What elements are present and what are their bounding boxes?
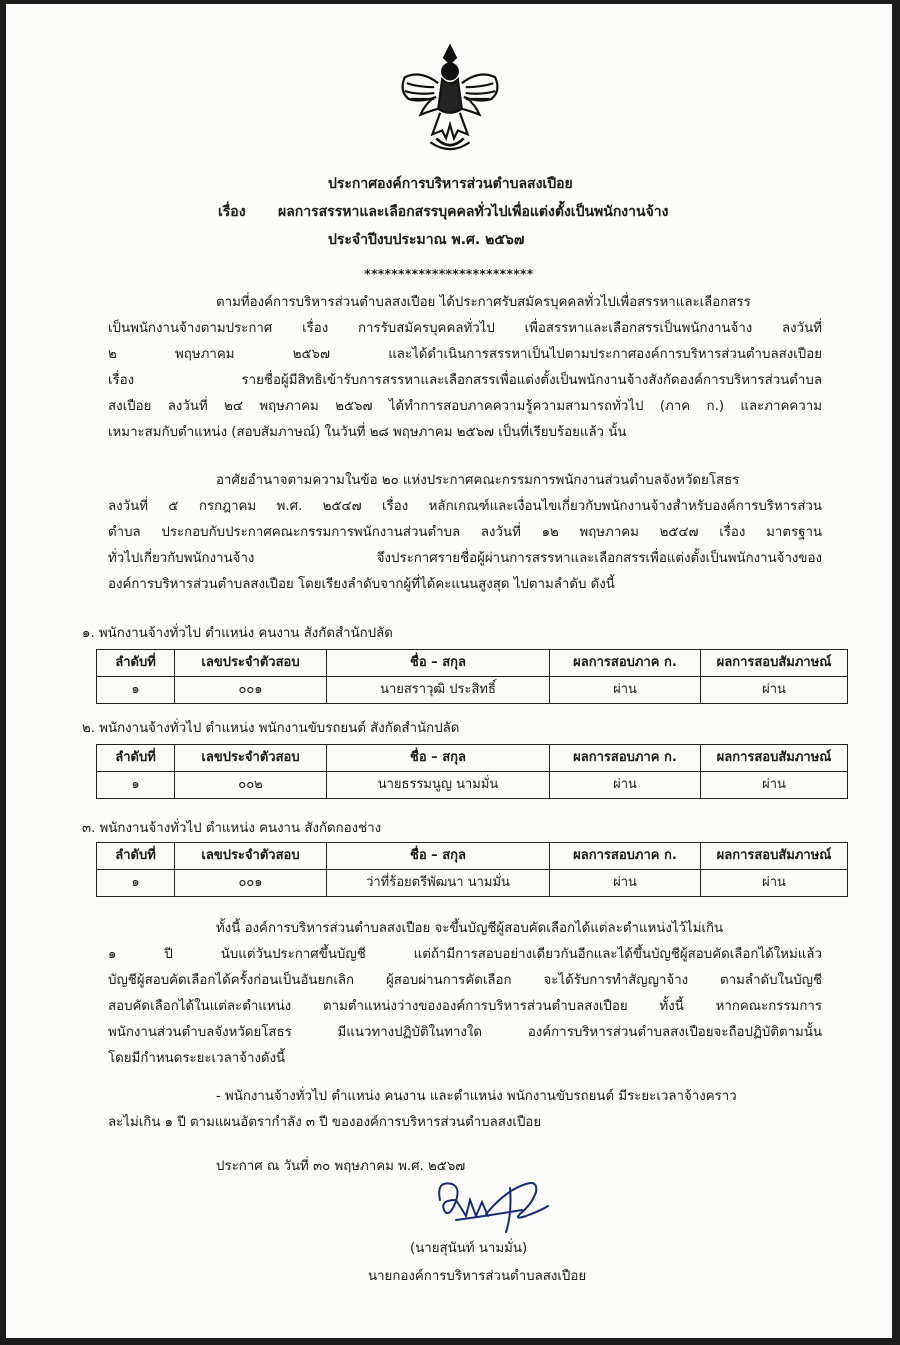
table-header-row bbox=[97, 745, 848, 772]
col-header-name: ชื่อ – สกุล bbox=[327, 650, 550, 677]
cell-name: นายธรรมนูญ นามมั่น bbox=[327, 771, 550, 798]
authority-line: ลงวันที่ ๕ กรกฎาคม พ.ศ. ๒๕๔๗ เรื่อง หลักเกณฑ์และเงื่อนไขเกี่ยวกับพนักงานจ้างสำหรับองค์การบริหารส่วน bbox=[108, 499, 822, 514]
cell-interview: ผ่าน bbox=[701, 676, 848, 703]
col-header-interview: ผลการสอบสัมภาษณ์ bbox=[701, 745, 848, 772]
closing-line: โดยมีกำหนดระยะเวลาจ้างดังนี้ bbox=[108, 1051, 286, 1066]
fiscal-year: ประจำปีงบประมาณ พ.ศ. ๒๕๖๗ bbox=[328, 232, 525, 248]
col-header-interview: ผลการสอบสัมภาษณ์ bbox=[701, 843, 848, 870]
closing-line: สอบคัดเลือกได้ในแต่ละตำแหน่ง ตามตำแหน่งว่างขององค์การบริหารส่วนตำบลสงเปือย ทั้งนี้ หากคณะกรรมการ bbox=[108, 999, 822, 1014]
cell-name: ว่าที่ร้อยตรีพัฒนา นามมั่น bbox=[327, 869, 550, 896]
section-heading: ๑. พนักงานจ้างทั่วไป ตำแหน่ง คนงาน สังกัดสำนักปลัด bbox=[82, 626, 393, 641]
closing-line: ๑ ปี นับแต่วันประกาศขึ้นบัญชี แต่ถ้ามีการสอบอย่างเดียวกันอีกและได้ขึ้นบัญชีผู้สอบคัดเลือกได้ใหม่แล้ว bbox=[108, 947, 822, 962]
cell-interview: ผ่าน bbox=[701, 771, 848, 798]
table-row bbox=[97, 676, 848, 703]
signer-position: นายกองค์การบริหารส่วนตำบลสงเปือย bbox=[368, 1269, 587, 1284]
col-header-exam-id: เลขประจำตัวสอบ bbox=[175, 650, 327, 677]
col-header-exam-id: เลขประจำตัวสอบ bbox=[175, 843, 327, 870]
col-header-part-a: ผลการสอบภาค ก. bbox=[550, 745, 701, 772]
document-page bbox=[6, 4, 892, 1338]
intro-line: ๒ พฤษภาคม ๒๕๖๗ และได้ดำเนินการสรรหาเป็นไปตามประกาศองค์การบริหารส่วนตำบลสงเปือย bbox=[108, 347, 822, 362]
intro-line: ตามที่องค์การบริหารส่วนตำบลสงเปือย ได้ประกาศรับสมัครบุคคลทั่วไปเพื่อสรรหาและเลือกสรร bbox=[216, 295, 751, 310]
authority-line: ตำบล ประกอบกับประกาศคณะกรรมการพนักงานส่วนตำบล ลงวันที่ ๑๒ พฤษภาคม ๒๕๔๗ เรื่อง มาตรฐาน bbox=[108, 525, 822, 540]
col-header-part-a: ผลการสอบภาค ก. bbox=[550, 650, 701, 677]
cell-exam-id: ๐๐๑ bbox=[175, 869, 327, 896]
cell-part-a: ผ่าน bbox=[550, 676, 701, 703]
subject-text: ผลการสรรหาและเลือกสรรบุคคลทั่วไปเพื่อแต่งตั้งเป็นพนักงานจ้าง bbox=[278, 204, 669, 220]
intro-line: เหมาะสมกับตำแหน่ง (สอบสัมภาษณ์) ในวันที่ ๒๘ พฤษภาคม ๒๕๖๗ เป็นที่เรียบร้อยแล้ว นั้น bbox=[108, 425, 627, 440]
garuda-emblem-icon bbox=[391, 40, 509, 158]
cell-part-a: ผ่าน bbox=[550, 771, 701, 798]
col-header-name: ชื่อ – สกุล bbox=[327, 843, 550, 870]
authority-line: อาศัยอำนาจตามความในข้อ ๒๐ แห่งประกาศคณะกรรมการพนักงานส่วนตำบลจังหวัดยโสธร bbox=[216, 473, 740, 488]
closing-line: ทั้งนี้ องค์การบริหารส่วนตำบลสงเปือย จะขึ้นบัญชีผู้สอบคัดเลือกได้แต่ละตำแหน่งไว้ไม่เกิน bbox=[216, 921, 724, 936]
result-table bbox=[96, 744, 848, 799]
subject-label: เรื่อง bbox=[218, 204, 246, 220]
result-table bbox=[96, 842, 848, 897]
table-row bbox=[97, 869, 848, 896]
authority-line: องค์การบริหารส่วนตำบลสงเปือย โดยเรียงลำดับจากผู้ที่ได้คะแนนสูงสุด ไปตามลำดับ ดังนี้ bbox=[108, 577, 615, 592]
authority-line: ทั่วไปเกี่ยวกับพนักงานจ้าง จึงประกาศรายชื่อผู้ผ่านการสรรหาและเลือกสรรเพื่อแต่งตั้งเป็นพนักงานจ้างของ bbox=[108, 551, 822, 566]
cell-name: นายสราวุฒิ ประสิทธิ์ bbox=[327, 676, 550, 703]
col-header-order: ลำดับที่ bbox=[97, 843, 175, 870]
cell-order: ๑ bbox=[97, 676, 175, 703]
table-row bbox=[97, 771, 848, 798]
cell-interview: ผ่าน bbox=[701, 869, 848, 896]
cell-exam-id: ๐๐๑ bbox=[175, 676, 327, 703]
document-title: ประกาศองค์การบริหารส่วนตำบลสงเปือย bbox=[328, 176, 573, 192]
closing-line: พนักงานส่วนตำบลจังหวัดยโสธร มีแนวทางปฏิบัติในทางใด องค์การบริหารส่วนตำบลสงเปือยจะถือปฏิบัติตามนั้น bbox=[108, 1025, 822, 1040]
col-header-part-a: ผลการสอบภาค ก. bbox=[550, 843, 701, 870]
col-header-order: ลำดับที่ bbox=[97, 745, 175, 772]
table-header-row bbox=[97, 650, 848, 677]
col-header-name: ชื่อ – สกุล bbox=[327, 745, 550, 772]
cell-order: ๑ bbox=[97, 869, 175, 896]
term-line: - พนักงานจ้างทั่วไป ตำแหน่ง คนงาน และตำแหน่ง พนักงานขับรถยนต์ มีระยะเวลาจ้างคราว bbox=[216, 1089, 737, 1104]
intro-line: เรื่อง รายชื่อผู้มีสิทธิเข้ารับการสรรหาและเลือกสรรเพื่อแต่งตั้งเป็นพนักงานจ้างสังกัดองค์การบริหารส่วนตำบล bbox=[108, 373, 822, 388]
signer-name: (นายสุนันท์ นามมั่น) bbox=[410, 1241, 528, 1256]
cell-exam-id: ๐๐๒ bbox=[175, 771, 327, 798]
closing-line: บัญชีผู้สอบคัดเลือกได้ครั้งก่อนเป็นอันยกเลิก ผู้สอบผ่านการคัดเลือก จะได้รับการทำสัญญาจ้าง ตามลำดับในบัญชี bbox=[108, 973, 822, 988]
intro-line: เป็นพนักงานจ้างตามประกาศ เรื่อง การรับสมัครบุคคลทั่วไป เพื่อสรรหาและเลือกสรรเป็นพนักงานจ้าง ลงวันที่ bbox=[108, 321, 822, 336]
result-table bbox=[96, 649, 848, 704]
col-header-interview: ผลการสอบสัมภาษณ์ bbox=[701, 650, 848, 677]
separator-stars: ************************* bbox=[364, 267, 534, 281]
intro-line: สงเปือย ลงวันที่ ๒๔ พฤษภาคม ๒๕๖๗ ได้ทำการสอบภาคความรู้ความสามารถทั่วไป (ภาค ก.) และภาคความ bbox=[108, 399, 822, 414]
term-line: ละไม่เกิน ๑ ปี ตามแผนอัตรากำลัง ๓ ปี ขององค์การบริหารส่วนตำบลสงเปือย bbox=[108, 1115, 542, 1130]
announce-date: ประกาศ ณ วันที่ ๓๐ พฤษภาคม พ.ศ. ๒๕๖๗ bbox=[216, 1159, 466, 1174]
section-heading: ๒. พนักงานจ้างทั่วไป ตำแหน่ง พนักงานขับรถยนต์ สังกัดสำนักปลัด bbox=[82, 721, 460, 736]
cell-part-a: ผ่าน bbox=[550, 869, 701, 896]
section-heading: ๓. พนักงานจ้างทั่วไป ตำแหน่ง คนงาน สังกัดกองช่าง bbox=[82, 821, 382, 836]
cell-order: ๑ bbox=[97, 771, 175, 798]
col-header-order: ลำดับที่ bbox=[97, 650, 175, 677]
col-header-exam-id: เลขประจำตัวสอบ bbox=[175, 745, 327, 772]
table-header-row bbox=[97, 843, 848, 870]
